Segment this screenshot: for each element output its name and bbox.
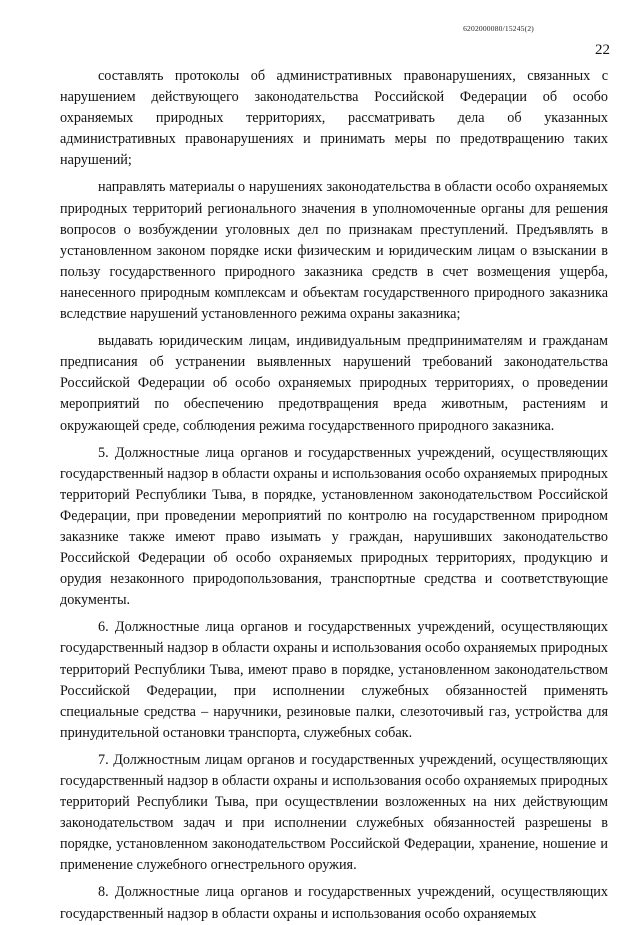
paragraph-orders: выдавать юридическим лицам, индивидуальным предпринимателям и гражданам предписания об устранении выявленных нарушений требований законодательства Российской Федерации об особо охраняемых природных территориях, о проведении мероприятий по обеспечению предотвращения вреда животным, растениям и окружающей среде, соблюдения режима государственного природного заказника. <box>60 333 608 434</box>
page-number: 22 <box>595 42 610 58</box>
document-registration-code: 6202000080/15245(2) <box>463 24 534 33</box>
paragraph-item-7: 7. Должностным лицам органов и государственных учреждений, осуществляющих государственный надзор в области охраны и использования особо охраняемых природных территорий Республики Тыва, при осуществлении возложенных на них действующим законодательством задач и при исполнении служебных обязанностей разрешены в порядке, установленном законодательством Российской Федерации, хранение, ношение и применение служебного огнестрельного оружия. <box>60 751 608 874</box>
paragraph-materials-and-claims: направлять материалы о нарушениях законодательства в области особо охраняемых природных территорий регионального значения в уполномоченные органы для решения вопросов о возбуждении уголовных дел по признакам преступлений. Предъявлять в установленном законом порядке иски физическим и юридическим лицам о взыскании в пользу государственного природного заказника средств в счет возмещения ущерба, нанесенного природным комплексам и объектам государственного природного заказника вследствие нарушений установленного режима охраны заказника; <box>60 179 608 323</box>
paragraph-item-5: 5. Должностные лица органов и государственных учреждений, осуществляющих государственный надзор в области охраны и использования особо охраняемых природных территорий Республики Тыва, в порядке, установленном законодательством Российской Федерации, при проведении мероприятий по контролю на государственном природном заказнике также имеют право изымать у граждан, нарушивших законодательство Российской Федерации об особо охраняемых природных территориях, продукцию и орудия незаконного природопользования, транспортные средства и соответствующие документы. <box>60 444 608 609</box>
document-body <box>60 66 608 925</box>
paragraph-item-8: 8. Должностные лица органов и государственных учреждений, осуществляющих государственный надзор в области охраны и использования особо охраняемых <box>60 884 608 922</box>
paragraph-item-6: 6. Должностные лица органов и государственных учреждений, осуществляющих государственный надзор в области охраны и использования особо охраняемых природных территорий Республики Тыва, имеют право в порядке, установленном законодательством Российской Федерации, при исполнении служебных обязанностей применять специальные средства – наручники, резиновые палки, слезоточивый газ, устройства для принудительной остановки транспорта, служебных собак. <box>60 619 608 741</box>
paragraph-protocols: составлять протоколы об административных правонарушениях, связанных с нарушением действующего законодательства Российской Федерации об особо охраняемых природных территориях, рассматривать дела об указанных административных правонарушениях и принимать меры по предотвращению таких нарушений; <box>60 68 608 169</box>
